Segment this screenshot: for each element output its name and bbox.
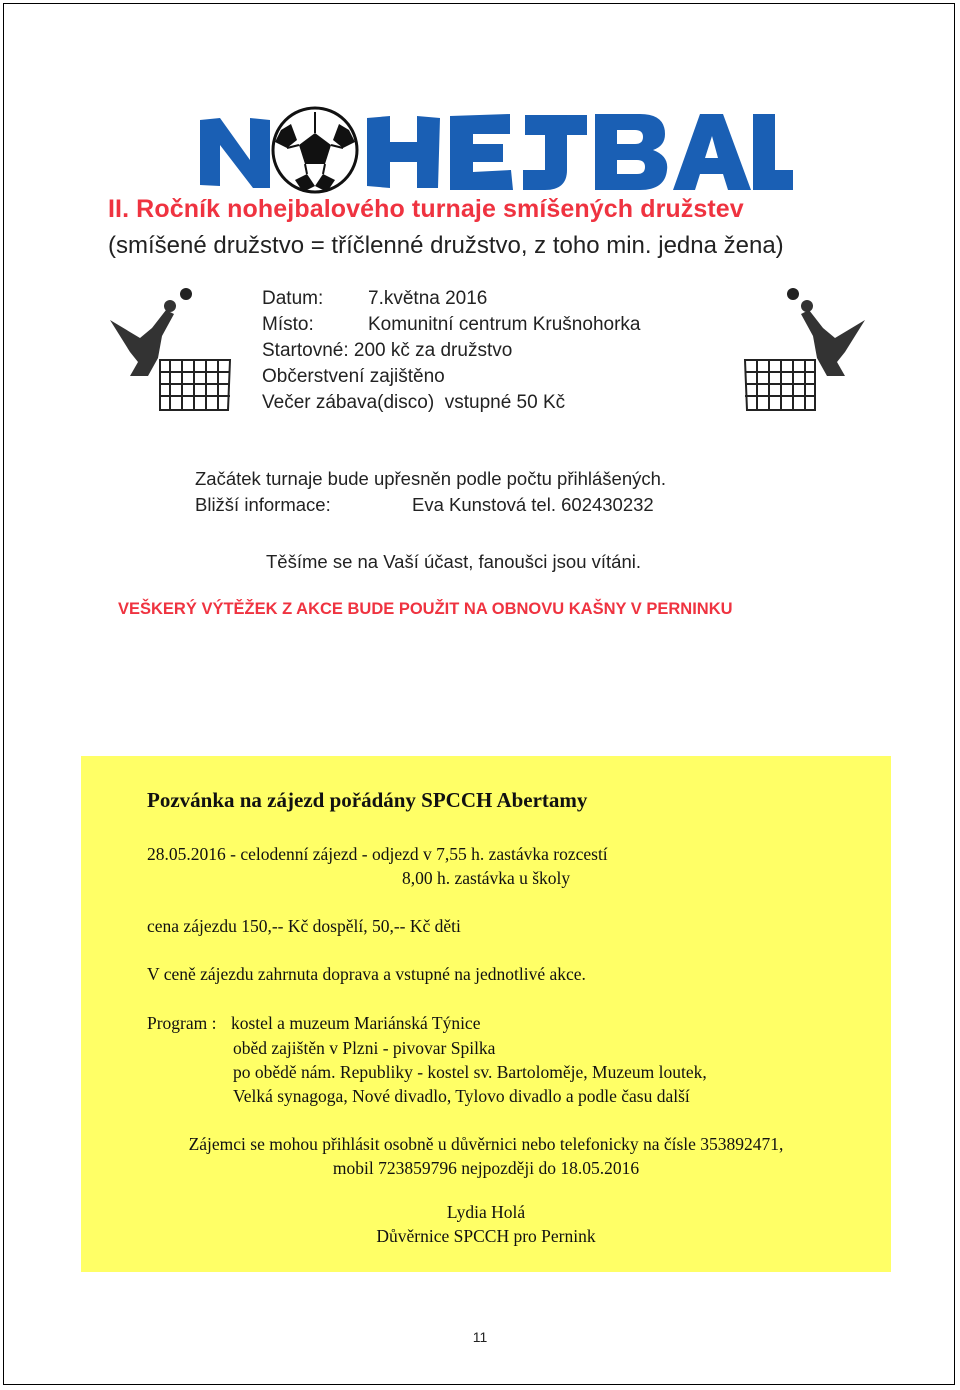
- tournament-subtitle: (smíšené družstvo = tříčlenné družstvo, z toho min. jedna žena): [108, 232, 784, 259]
- event-details: [262, 286, 640, 416]
- welcome-text: Těšíme se na Vaší účast, fanoušci jsou vítáni.: [266, 551, 641, 572]
- detail-place: Místo: Komunitní centrum Krušnohorka: [262, 314, 641, 335]
- detail-refreshments: Občerstvení zajištěno: [262, 366, 445, 387]
- signup-line-1: Zájemci se mohou přihlásit osobně u důvěrnici nebo telefonicky na čísle 353892471,: [188, 1134, 784, 1154]
- trip-price: cena zájezdu 150,-- Kč dospělí, 50,-- Kč děti: [147, 916, 461, 936]
- page-number: 11: [472, 1329, 488, 1345]
- program-item: po obědě nám. Republiky - kostel sv. Bartoloměje, Muzeum loutek,: [233, 1062, 707, 1082]
- program-item: oběd zajištěn v Plzni - pivovar Spilka: [233, 1038, 496, 1058]
- price-includes: V ceně zájezdu zahrnuta doprava a vstupné na jednotlivé akce.: [147, 964, 586, 984]
- program-item: Velká synagoga, Nové divadlo, Tylovo divadlo a podle času další: [233, 1086, 690, 1106]
- start-time-note: Začátek turnaje bude upřesněn podle počtu přihlášených.: [195, 468, 667, 489]
- detail-date: Datum: 7.května 2016: [262, 288, 488, 309]
- player-kicking-illustration-left: [100, 280, 240, 420]
- detail-fee: Startovné: 200 kč za družstvo: [262, 340, 513, 361]
- departure-line-2: 8,00 h. zastávka u školy: [402, 868, 571, 888]
- nohejbal-logo: [195, 100, 795, 210]
- tournament-title: II. Ročník nohejbalového turnaje smíšených družstev: [108, 195, 744, 223]
- logo-graphic: [195, 100, 795, 210]
- trip-invitation-box: [81, 756, 891, 1272]
- program-label: Program :: [147, 1013, 217, 1033]
- football-icon: [273, 108, 357, 192]
- organizer-name: Lydia Holá: [446, 1202, 526, 1222]
- start-info: [195, 466, 666, 518]
- contact-line: Bližší informace: Eva Kunstová tel. 602430232: [195, 494, 654, 515]
- proceeds-notice: VEŠKERÝ VÝTĚŽEK Z AKCE BUDE POUŽIT NA OBNOVU KAŠNY V PERNINKU: [118, 600, 733, 618]
- player-kicking-illustration-right: [735, 280, 875, 420]
- organizer-role: Důvěrnice SPCCH pro Pernink: [376, 1226, 596, 1246]
- signup-line-2: mobil 723859796 nejpozději do 18.05.2016: [332, 1158, 640, 1178]
- departure-line-1: 28.05.2016 - celodenní zájezd - odjezd v 7,55 h. zastávka rozcestí: [147, 844, 608, 864]
- invitation-title: Pozvánka na zájezd pořádány SPCCH Abertamy: [147, 788, 588, 812]
- program-item: kostel a muzeum Mariánská Týnice: [231, 1013, 481, 1033]
- detail-evening: Večer zábava(disco) vstupné 50 Kč: [262, 392, 566, 413]
